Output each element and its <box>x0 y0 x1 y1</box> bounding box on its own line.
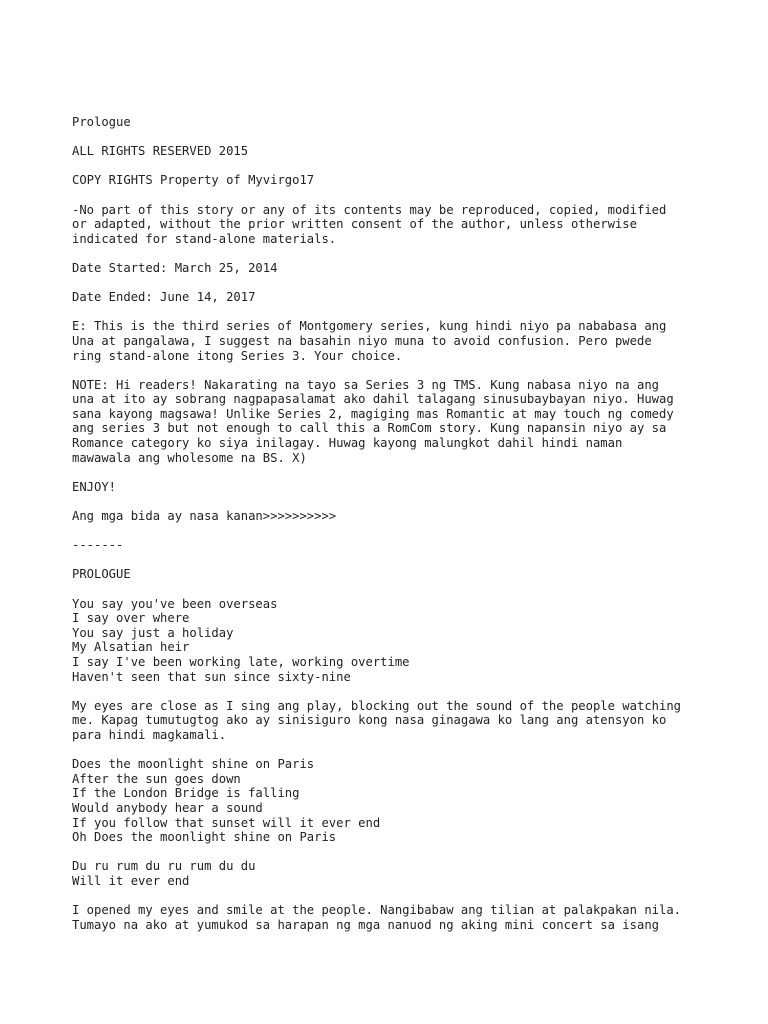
document-paragraph <box>72 757 712 845</box>
text-line: Date Started: March 25, 2014 <box>72 260 278 275</box>
text-line: Ang mga bida ay nasa kanan>>>>>>>>>> <box>72 509 337 524</box>
document-paragraph <box>72 378 712 466</box>
text-line: ring stand-alone itong Series 3. Your choice. <box>72 348 403 363</box>
document-paragraph <box>72 859 712 888</box>
text-line: If the London Bridge is falling <box>72 786 300 801</box>
text-line: or adapted, without the prior written consent of the author, unless otherwise <box>72 217 637 232</box>
text-line: E: This is the third series of Montgomery series, kung hindi niyo pa nababasa ang <box>72 319 667 334</box>
text-line: My Alsatian heir <box>72 640 190 655</box>
document-paragraph <box>72 903 712 932</box>
text-line: Haven't seen that sun since sixty-nine <box>72 669 351 684</box>
text-line: Du ru rum du ru rum du du <box>72 859 256 874</box>
text-line: Tumayo na ako at yumukod sa harapan ng mga nanuod ng aking mini concert sa isang <box>72 917 659 932</box>
document-paragraph <box>72 144 712 159</box>
text-line: If you follow that sunset will it ever end <box>72 815 381 830</box>
text-line: COPY RIGHTS Property of Myvirgo17 <box>72 173 315 188</box>
document-paragraph <box>72 538 712 553</box>
document-paragraph <box>72 261 712 276</box>
text-line: -No part of this story or any of its contents may be reproduced, copied, modified <box>72 202 667 217</box>
text-line: NOTE: Hi readers! Nakarating na tayo sa Series 3 ng TMS. Kung nabasa niyo na ang <box>72 377 659 392</box>
text-line: Una at pangalawa, I suggest na basahin niyo muna to avoid confusion. Pero pwede <box>72 333 652 348</box>
text-line: me. Kapag tumutugtog ako ay sinisiguro kong nasa ginagawa ko lang ang atensyon ko <box>72 713 667 728</box>
text-line: ENJOY! <box>72 479 117 494</box>
document-paragraph <box>72 115 712 130</box>
text-line: ang series 3 but not enough to call this a RomCom story. Kung napansin niyo ay sa <box>72 421 667 436</box>
text-line: sana kayong magsawa! Unlike Series 2, magiging mas Romantic at may touch ng comedy <box>72 406 674 421</box>
document-paragraph <box>72 203 712 247</box>
document-page <box>72 115 712 947</box>
document-paragraph <box>72 319 712 363</box>
text-line: Romance category ko siya inilagay. Huwag kayong malungkot dahil hindi naman <box>72 436 623 451</box>
document-paragraph <box>72 290 712 305</box>
text-line: You say you've been overseas <box>72 596 278 611</box>
text-line: I say I've been working late, working overtime <box>72 654 410 669</box>
text-line: ------- <box>72 538 124 553</box>
text-line: Would anybody hear a sound <box>72 800 263 815</box>
text-line: ALL RIGHTS RESERVED 2015 <box>72 144 249 159</box>
text-line: Prologue <box>72 115 131 129</box>
text-line: mawawala ang wholesome na BS. X) <box>72 450 307 465</box>
text-line: Date Ended: June 14, 2017 <box>72 290 256 305</box>
text-line: para hindi magkamali. <box>72 727 227 742</box>
text-line: PROLOGUE <box>72 567 131 582</box>
document-paragraph <box>72 699 712 743</box>
text-line: Does the moonlight shine on Paris <box>72 757 315 772</box>
document-paragraph <box>72 509 712 524</box>
document-paragraph <box>72 567 712 582</box>
document-paragraph <box>72 173 712 188</box>
text-line: After the sun goes down <box>72 771 241 786</box>
text-line: indicated for stand-alone materials. <box>72 231 337 246</box>
text-line: I opened my eyes and smile at the people. Nangibabaw ang tilian at palakpakan nila. <box>72 903 682 918</box>
text-line: I say over where <box>72 611 190 626</box>
text-line: My eyes are close as I sing ang play, blocking out the sound of the people watching <box>72 698 682 713</box>
document-paragraph <box>72 597 712 685</box>
text-line: Will it ever end <box>72 873 190 888</box>
text-line: una at ito ay sobrang nagpapasalamat ako dahil talagang sinusubaybayan niyo. Huwag <box>72 392 674 407</box>
text-line: Oh Does the moonlight shine on Paris <box>72 830 337 845</box>
document-paragraph <box>72 480 712 495</box>
text-line: You say just a holiday <box>72 625 234 640</box>
